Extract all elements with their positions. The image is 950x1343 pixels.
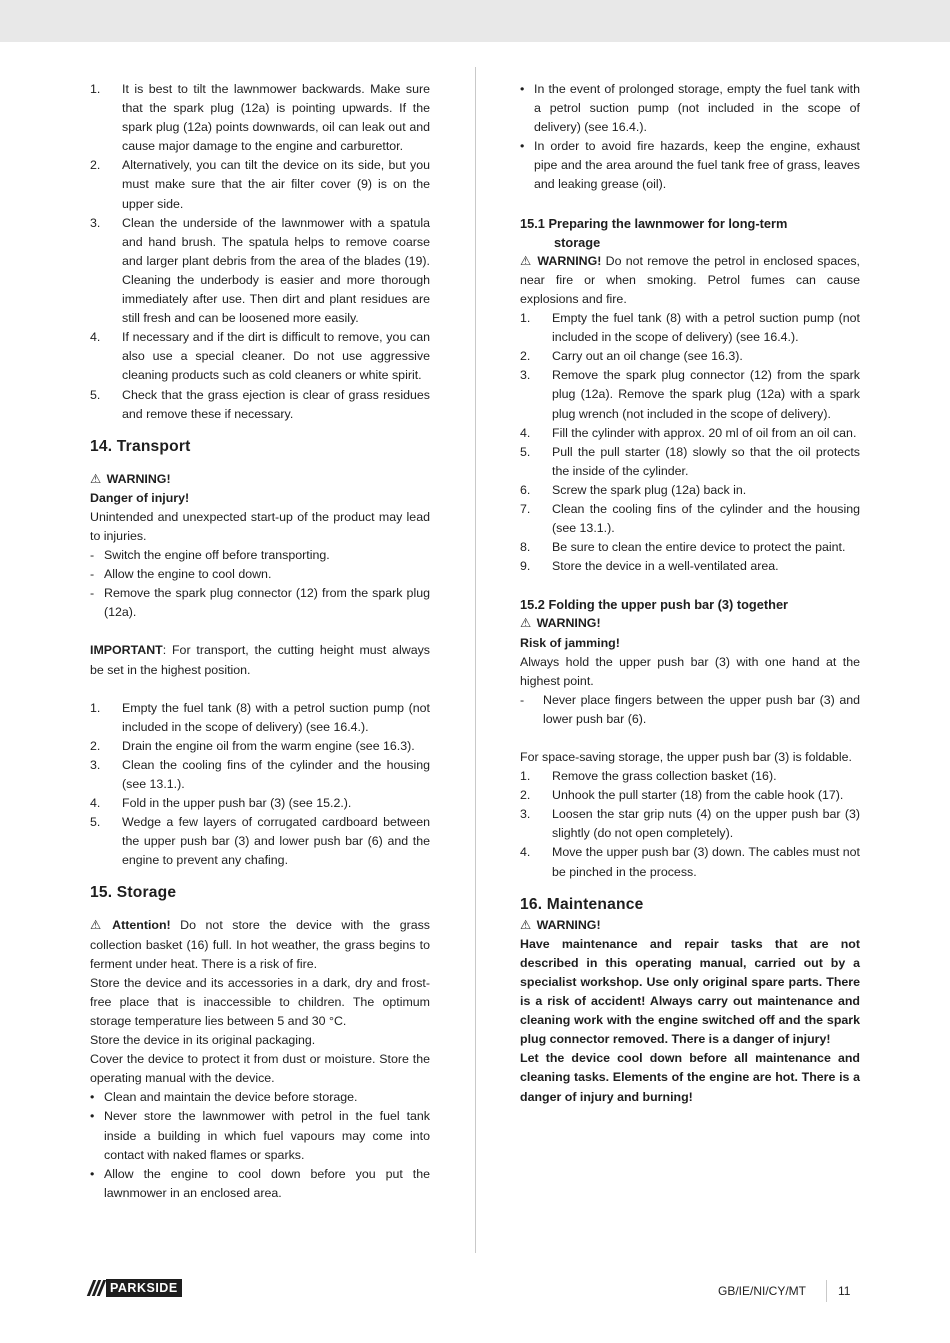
warning-icon: ⚠: [520, 253, 532, 268]
storage-heading: 15. Storage: [90, 884, 177, 902]
transport-warning: ⚠ WARNING!: [90, 470, 430, 489]
list-item: 4. If necessary and if the dirt is difficult to remove, you can also use a special cleaner. Do not use aggressive cleaning products such as cold cleaners or white spirit.: [90, 330, 430, 383]
page-number: 11: [838, 1284, 851, 1298]
storage-bullet-list-continued: [520, 80, 860, 195]
storage-para-2: Store the device in its original packaging.: [90, 1033, 316, 1048]
list-item: - Allow the engine to cool down.: [90, 567, 272, 582]
left-column: [90, 80, 430, 1203]
list-item: - Switch the engine off before transporting.: [90, 548, 330, 563]
list-item: 1. Empty the fuel tank (8) with a petrol suction pump (not included in the scope of delivery) (see 16.4.).: [520, 311, 860, 345]
list-item: • Allow the engine to cool down before you put the lawnmower in an enclosed area.: [90, 1166, 430, 1200]
list-item: 2. Alternatively, you can tilt the device on its side, but you must make sure that the air filter cover (9) is on the upper side.: [90, 158, 430, 211]
transport-heading: 14. Transport: [90, 437, 191, 455]
cleaning-steps-list: [90, 80, 430, 424]
list-item: 1. It is best to tilt the lawnmower backwards. Make sure that the spark plug (12a) is pointing upwards. If the spark plug (12a) points downwards, oil can leak out and cause major damage to the engine and carburettor.: [90, 82, 430, 154]
parkside-logo: [90, 1279, 182, 1297]
list-item: 3. Remove the spark plug connector (12) from the spark plug (12a). Remove the spark plug (12a) with a spark plug wrench (not included in the scope of delivery).: [520, 368, 860, 421]
warning-icon: ⚠: [90, 918, 102, 933]
transport-steps-list: [90, 699, 430, 871]
storage-attention: ⚠ Attention! Do not store the device with the grass collection basket (16) full. In hot weather, the grass begins to ferment under heat. There is a risk of fire.: [90, 918, 431, 971]
list-item: - Remove the spark plug connector (12) from the spark plug (12a).: [90, 586, 430, 620]
list-item: 4. Fold in the upper push bar (3) (see 15.2.).: [90, 796, 352, 811]
section-15-2-intro: Always hold the upper push bar (3) with one hand at the highest point.: [520, 654, 860, 688]
top-bar: [0, 0, 950, 42]
warning-icon: ⚠: [90, 471, 102, 486]
list-item: 2. Carry out an oil change (see 16.3).: [520, 349, 743, 364]
section-15-2-foldable: For space-saving storage, the upper push bar (3) is foldable.: [520, 750, 852, 764]
brand-name: PARKSIDE: [106, 1279, 182, 1297]
list-item: 1. Empty the fuel tank (8) with a petrol suction pump (not included in the scope of delivery) (see 16.4.).: [90, 700, 430, 734]
right-column: [520, 80, 860, 1107]
transport-danger: Danger of injury!: [90, 490, 190, 505]
footer-divider: [826, 1280, 827, 1302]
list-item: 1. Remove the grass collection basket (16).: [520, 769, 777, 784]
list-item: 6. Screw the spark plug (12a) back in.: [520, 482, 747, 497]
maintenance-text-1: Have maintenance and repair tasks that are not described in this operating manual, carried out by a specialist workshop. Use only original spare parts. There is a risk of accident! Always carry out maintenance and cleaning work with the engine switched off and the spark plug connector removed. There is a danger of injury!: [520, 936, 860, 1047]
list-item: 5. Wedge a few layers of corrugated cardboard between the upper push bar (3) and lower push bar (6) and the engine to prevent any chafing.: [90, 815, 430, 868]
list-item: 7. Clean the cooling fins of the cylinder and the housing (see 13.1.).: [520, 501, 860, 536]
section-15-1-warning: ⚠ WARNING! Do not remove the petrol in enclosed spaces, near fire or when smoking. Petrol fumes can cause explosions and fire.: [520, 253, 860, 306]
storage-para-3: Cover the device to protect it from dust or moisture. Store the operating manual with the device.: [90, 1052, 430, 1086]
logo-slashes-icon: [90, 1280, 103, 1296]
section-15-1-steps-list: [520, 309, 860, 576]
transport-important: IMPORTANT: For transport, the cutting height must always be set in the highest position.: [90, 643, 430, 677]
list-item: • Clean and maintain the device before storage.: [90, 1090, 358, 1105]
list-item: 3. Clean the cooling fins of the cylinder and the housing (see 13.1.).: [90, 757, 430, 791]
list-item: • In order to avoid fire hazards, keep the engine, exhaust pipe and the area around the fuel tank free of grass, leaves and leaking grease (oil).: [520, 139, 860, 192]
section-15-1-heading: 15.1 Preparing the lawnmower for long-term storage: [520, 215, 788, 250]
list-item: 5. Check that the grass ejection is clear of grass residues and remove these if necessary.: [90, 387, 430, 421]
warning-icon: ⚠: [520, 616, 532, 631]
section-15-2-steps-list: [520, 767, 860, 882]
transport-dash-list: [90, 546, 430, 622]
list-item: 4. Move the upper push bar (3) down. The cables must not be pinched in the process.: [520, 845, 860, 879]
maintenance-text-2: Let the device cool down before all maintenance and cleaning tasks. Elements of the engine are hot. There is a danger of injury and burning!: [520, 1051, 860, 1104]
section-15-2-warning: ⚠ WARNING!: [520, 614, 860, 633]
list-item: 5. Pull the pull starter (18) slowly so that the oil protects the inside of the cylinder.: [520, 444, 860, 478]
list-item: 4. Fill the cylinder with approx. 20 ml of oil from an oil can.: [520, 425, 857, 440]
list-item: • In the event of prolonged storage, empty the fuel tank with a petrol suction pump (not included in the scope of delivery) (see 16.4.).: [520, 82, 860, 135]
maintenance-warning: ⚠ WARNING!: [520, 916, 860, 935]
storage-para-1: Store the device and its accessories in a dark, dry and frost-free place that is inaccessible to children. The optimum storage temperature lies between 5 and 30 °C.: [90, 975, 430, 1028]
column-divider: [475, 67, 476, 1253]
storage-bullet-list: [90, 1088, 430, 1203]
maintenance-heading: 16. Maintenance: [520, 895, 644, 913]
section-15-2-risk: Risk of jamming!: [520, 635, 620, 650]
list-item: 2. Unhook the pull starter (18) from the cable hook (17).: [520, 788, 844, 803]
list-item: 2. Drain the engine oil from the warm engine (see 16.3).: [90, 738, 415, 753]
list-item: 3. Loosen the star grip nuts (4) on the upper push bar (3) slightly (do not open completely).: [520, 807, 860, 841]
list-item: - Never place fingers between the upper push bar (3) and lower push bar (6).: [520, 692, 860, 726]
list-item: 3. Clean the underside of the lawnmower with a spatula and hand brush. The spatula helps to remove coarse and larger plant debris from the area of the blades (19). Cleaning the underbody is easier and more thorough immediately after use. Then dirt and plant residues are still fresh and can be loosened more easily.: [90, 215, 430, 326]
list-item: 9. Store the device in a well-ventilated area.: [520, 559, 779, 574]
section-15-2-heading: 15.2 Folding the upper push bar (3) together: [520, 597, 789, 613]
list-item: 8. Be sure to clean the entire device to protect the paint.: [520, 540, 846, 555]
section-15-2-dash-list: [520, 691, 860, 729]
language-codes: GB/IE/NI/CY/MT: [718, 1284, 807, 1298]
warning-icon: ⚠: [520, 917, 532, 932]
transport-intro: Unintended and unexpected start-up of the product may lead to injuries.: [90, 509, 430, 543]
list-item: • Never store the lawnmower with petrol in the fuel tank inside a building in which fuel vapours may come into contact with naked flames or sparks.: [90, 1109, 430, 1162]
